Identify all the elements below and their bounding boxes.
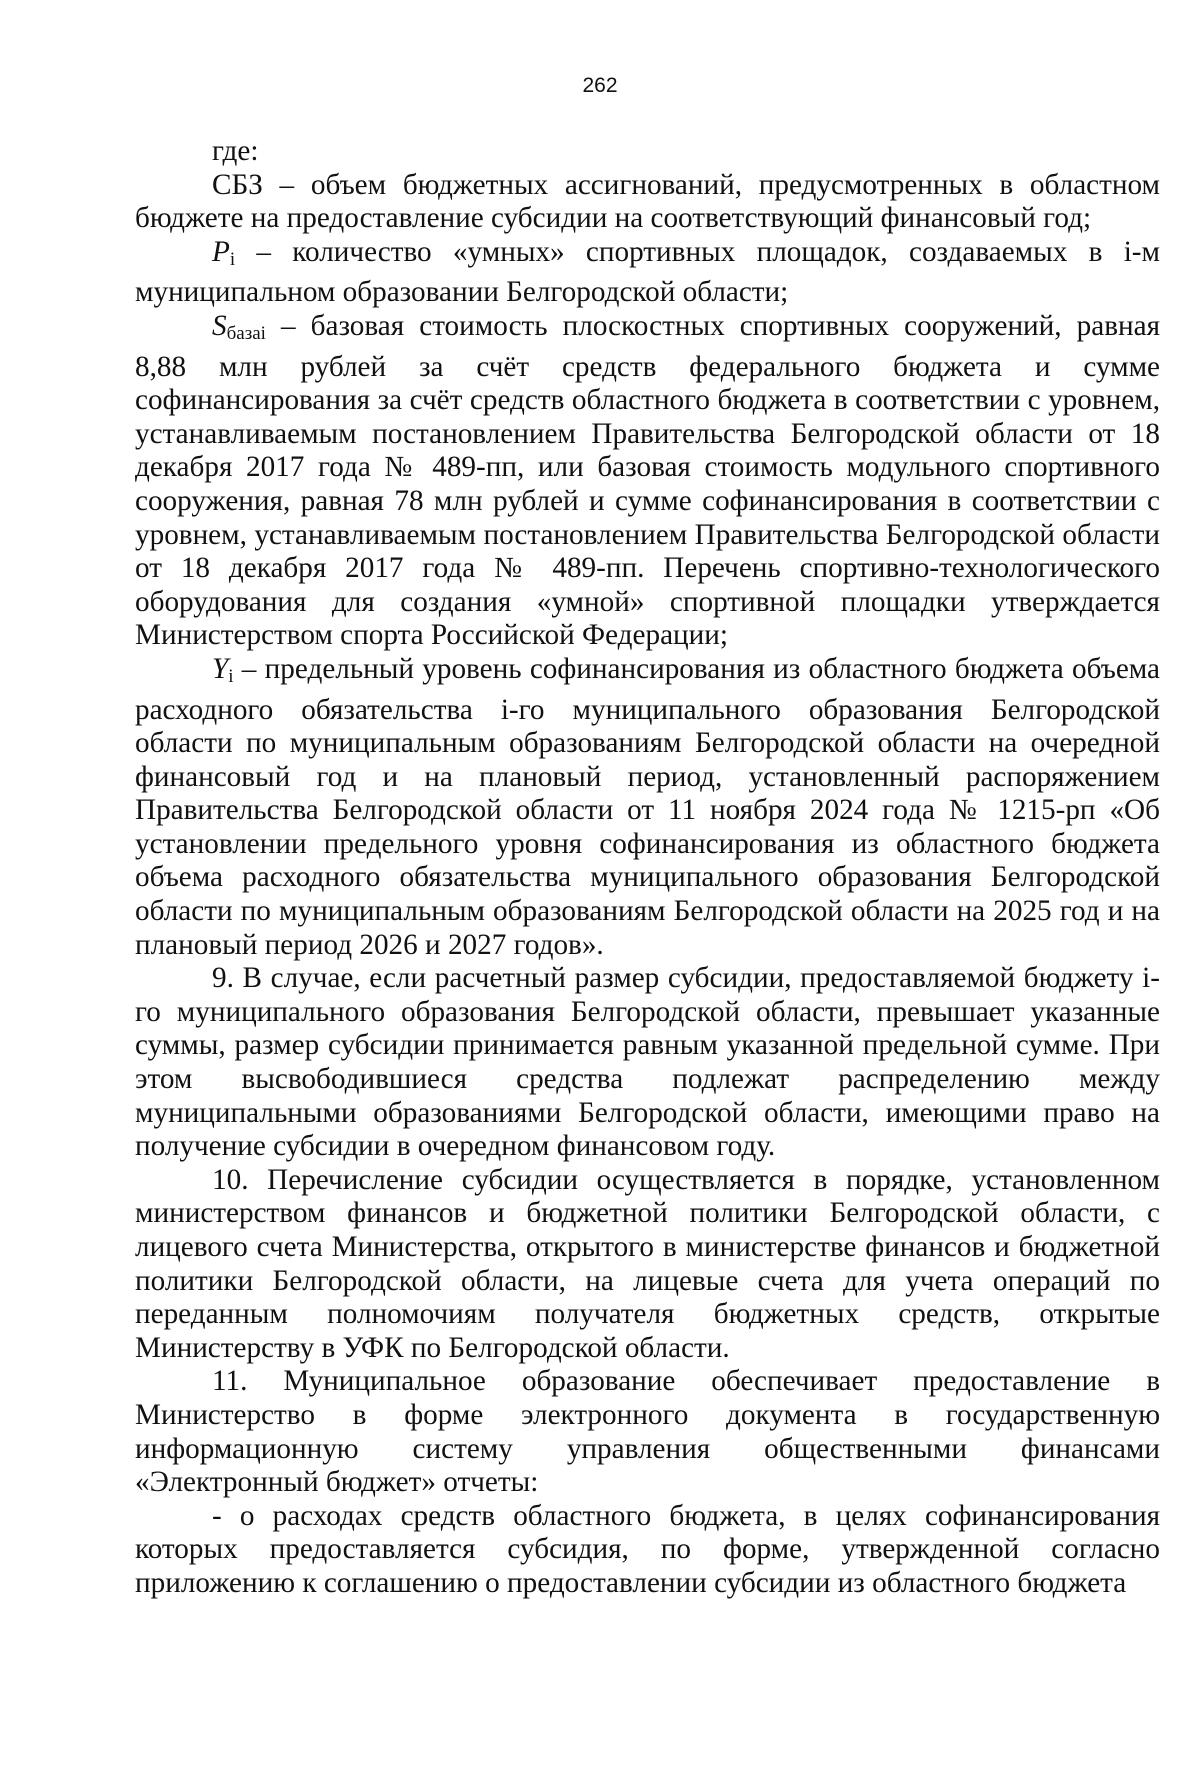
page-number: 262 xyxy=(582,74,618,97)
s-definition-text: – базовая стоимость плоскостных спортивных сооружений, равная 8,88 млн рублей за счёт средств федерального бюджета и сумме софинансирования за счёт средств областного бюджета в соответствии с уровнем, устанавливаемым постановлением Правительства Белгородской области от 18 декабря 2017 года № 489-пп, или базовая стоимость модульного спортивного сооружения, равная 78 млн рублей и сумме софинансирования в соответствии с уровнем, устанавливаемым постановлением Правительства Белгородской области от 18 декабря 2017 года № 489-пп. Перечень спортивно-технологического оборудования для создания «умной» спортивной площадки утверждается Министерством спорта Российской Федерации; xyxy=(135,309,1160,652)
paragraph-where: где: xyxy=(212,135,259,167)
p-definition-text: – количество «умных» спортивных площадок, создаваемых в i-м муниципальном образовании Белгородской области; xyxy=(135,235,1160,309)
paragraph-11: 11. Муниципальное образование обеспечивает предоставление в Министерство в форме электронного документа в государственную информационную систему управления общественными финансами «Электронный бюджет» отчеты: xyxy=(135,1365,1160,1499)
paragraph-9: 9. В случае, если расчетный размер субсидии, предоставляемой бюджету i-го муниципального образования Белгородской области, превышает указанные суммы, размер субсидии принимается равным указанной предельной сумме. При этом высвободившиеся средства подлежат распределению между муниципальными образованиями Белгородской области, имеющими право на получение субсидии в очередном финансовом году. xyxy=(135,962,1160,1163)
formula-symbol-p: $P_i$ xyxy=(212,235,236,270)
paragraph-sbz: СБЗ – объем бюджетных ассигнований, предусмотренных в областном бюджете на предоставление субсидии на соответствующий финансовый год; xyxy=(135,168,1160,235)
formula-symbol-s: $S_{базаi}$ xyxy=(212,309,266,344)
formula-symbol-y: $Y_i$ xyxy=(212,652,234,687)
paragraph-p-definition xyxy=(135,236,1160,310)
y-definition-text: – предельный уровень софинансирования из областного бюджета объема расходного обязательства i-го муниципального образования Белгородской области по муниципальным образованиям Белгородской области на очередной финансовый год и на плановый период, установленный распоряжением Правительства Белгородской области от 11 ноября 2024 года № 1215-рп «Об установлении предельного уровня софинансирования из областного бюджета объема расходного обязательства муниципального образования Белгородской области по муниципальным образованиям Белгородской области на 2025 год и на плановый период 2026 и 2027 годов». xyxy=(135,652,1160,961)
paragraph-s-definition xyxy=(135,310,1160,653)
paragraph-y-definition xyxy=(135,653,1160,962)
document-body xyxy=(135,135,1160,1601)
paragraph-11-item-1: - о расходах средств областного бюджета, в целях софинансирования которых предоставляется субсидия, по форме, утвержденной согласно приложению к соглашению о предоставлении субсидии из областного бюджета xyxy=(135,1499,1160,1599)
paragraph-10: 10. Перечисление субсидии осуществляется в порядке, установленном министерством финансов и бюджетной политики Белгородской области, с лицевого счета Министерства, открытого в министерстве финансов и бюджетной политики Белгородской области, на лицевые счета для учета операций по переданным полномочиям получателя бюджетных средств, открытые Министерству в УФК по Белгородской области. xyxy=(135,1163,1160,1364)
